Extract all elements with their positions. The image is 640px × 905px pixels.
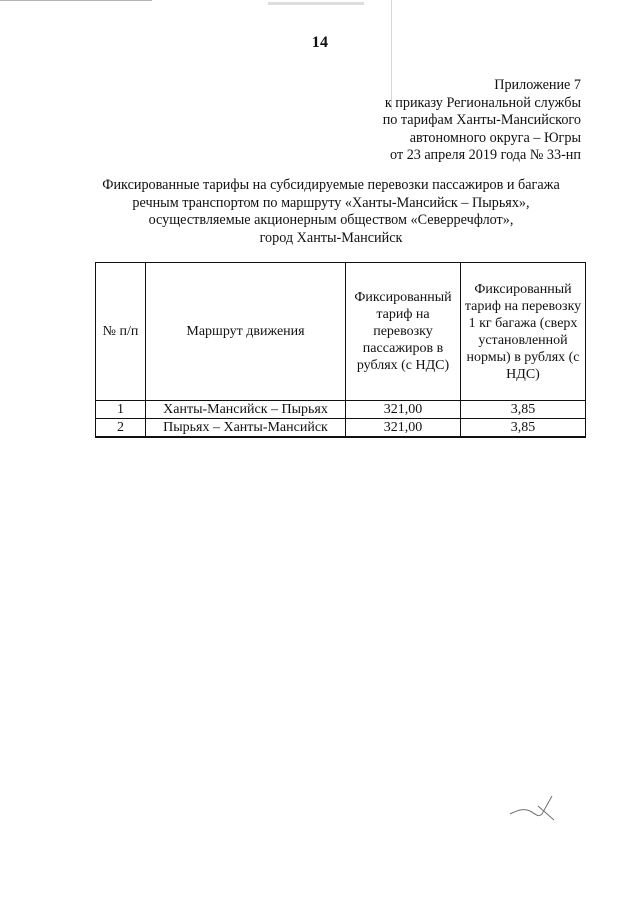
header-route: Маршрут движения (146, 263, 346, 401)
header-passenger-tariff: Фиксированный тариф на перевозку пассажиров в рублях (с НДС) (346, 263, 461, 401)
page-number: 14 (311, 34, 329, 51)
appendix-reference (291, 77, 581, 165)
appendix-line: к приказу Региональной службы (384, 94, 581, 111)
tariff-table (95, 262, 586, 438)
scan-artifact-top-center (268, 2, 364, 5)
document-title (76, 177, 586, 247)
appendix-line: от 23 апреля 2019 года № 33-нп (390, 147, 581, 163)
cell-passenger-tariff: 321,00 (346, 419, 461, 438)
title-line: Фиксированные тарифы на субсидируемые перевозки пассажиров и багажа (102, 177, 560, 193)
cell-passenger-tariff: 321,00 (346, 401, 461, 419)
title-line: речным транспортом по маршруту «Ханты-Мансийск – Пырьях», (132, 194, 530, 211)
header-number: № п/п (96, 263, 146, 401)
appendix-line: автономного округа – Югры (409, 129, 581, 146)
table-header-row (96, 263, 586, 401)
cell-route: Ханты-Мансийск – Пырьях (146, 401, 346, 419)
appendix-line: по тарифам Ханты-Мансийского (382, 112, 581, 128)
handwritten-signature (508, 784, 560, 824)
cell-number: 2 (96, 419, 146, 438)
title-line: город Ханты-Мансийск (259, 229, 403, 246)
cell-baggage-tariff: 3,85 (461, 419, 586, 438)
cell-baggage-tariff: 3,85 (461, 401, 586, 419)
table-row (96, 401, 586, 419)
scan-artifact-top-left (0, 0, 152, 1)
appendix-line: Приложение 7 (494, 77, 581, 93)
table-row (96, 419, 586, 438)
cell-number: 1 (96, 401, 146, 419)
cell-route: Пырьях – Ханты-Мансийск (146, 419, 346, 438)
header-baggage-tariff: Фиксированный тариф на перевозку 1 кг багажа (сверх установленной нормы) в рублях (с НДС) (461, 263, 586, 401)
title-line: осуществляемые акционерным обществом «Северречфлот», (148, 212, 514, 229)
